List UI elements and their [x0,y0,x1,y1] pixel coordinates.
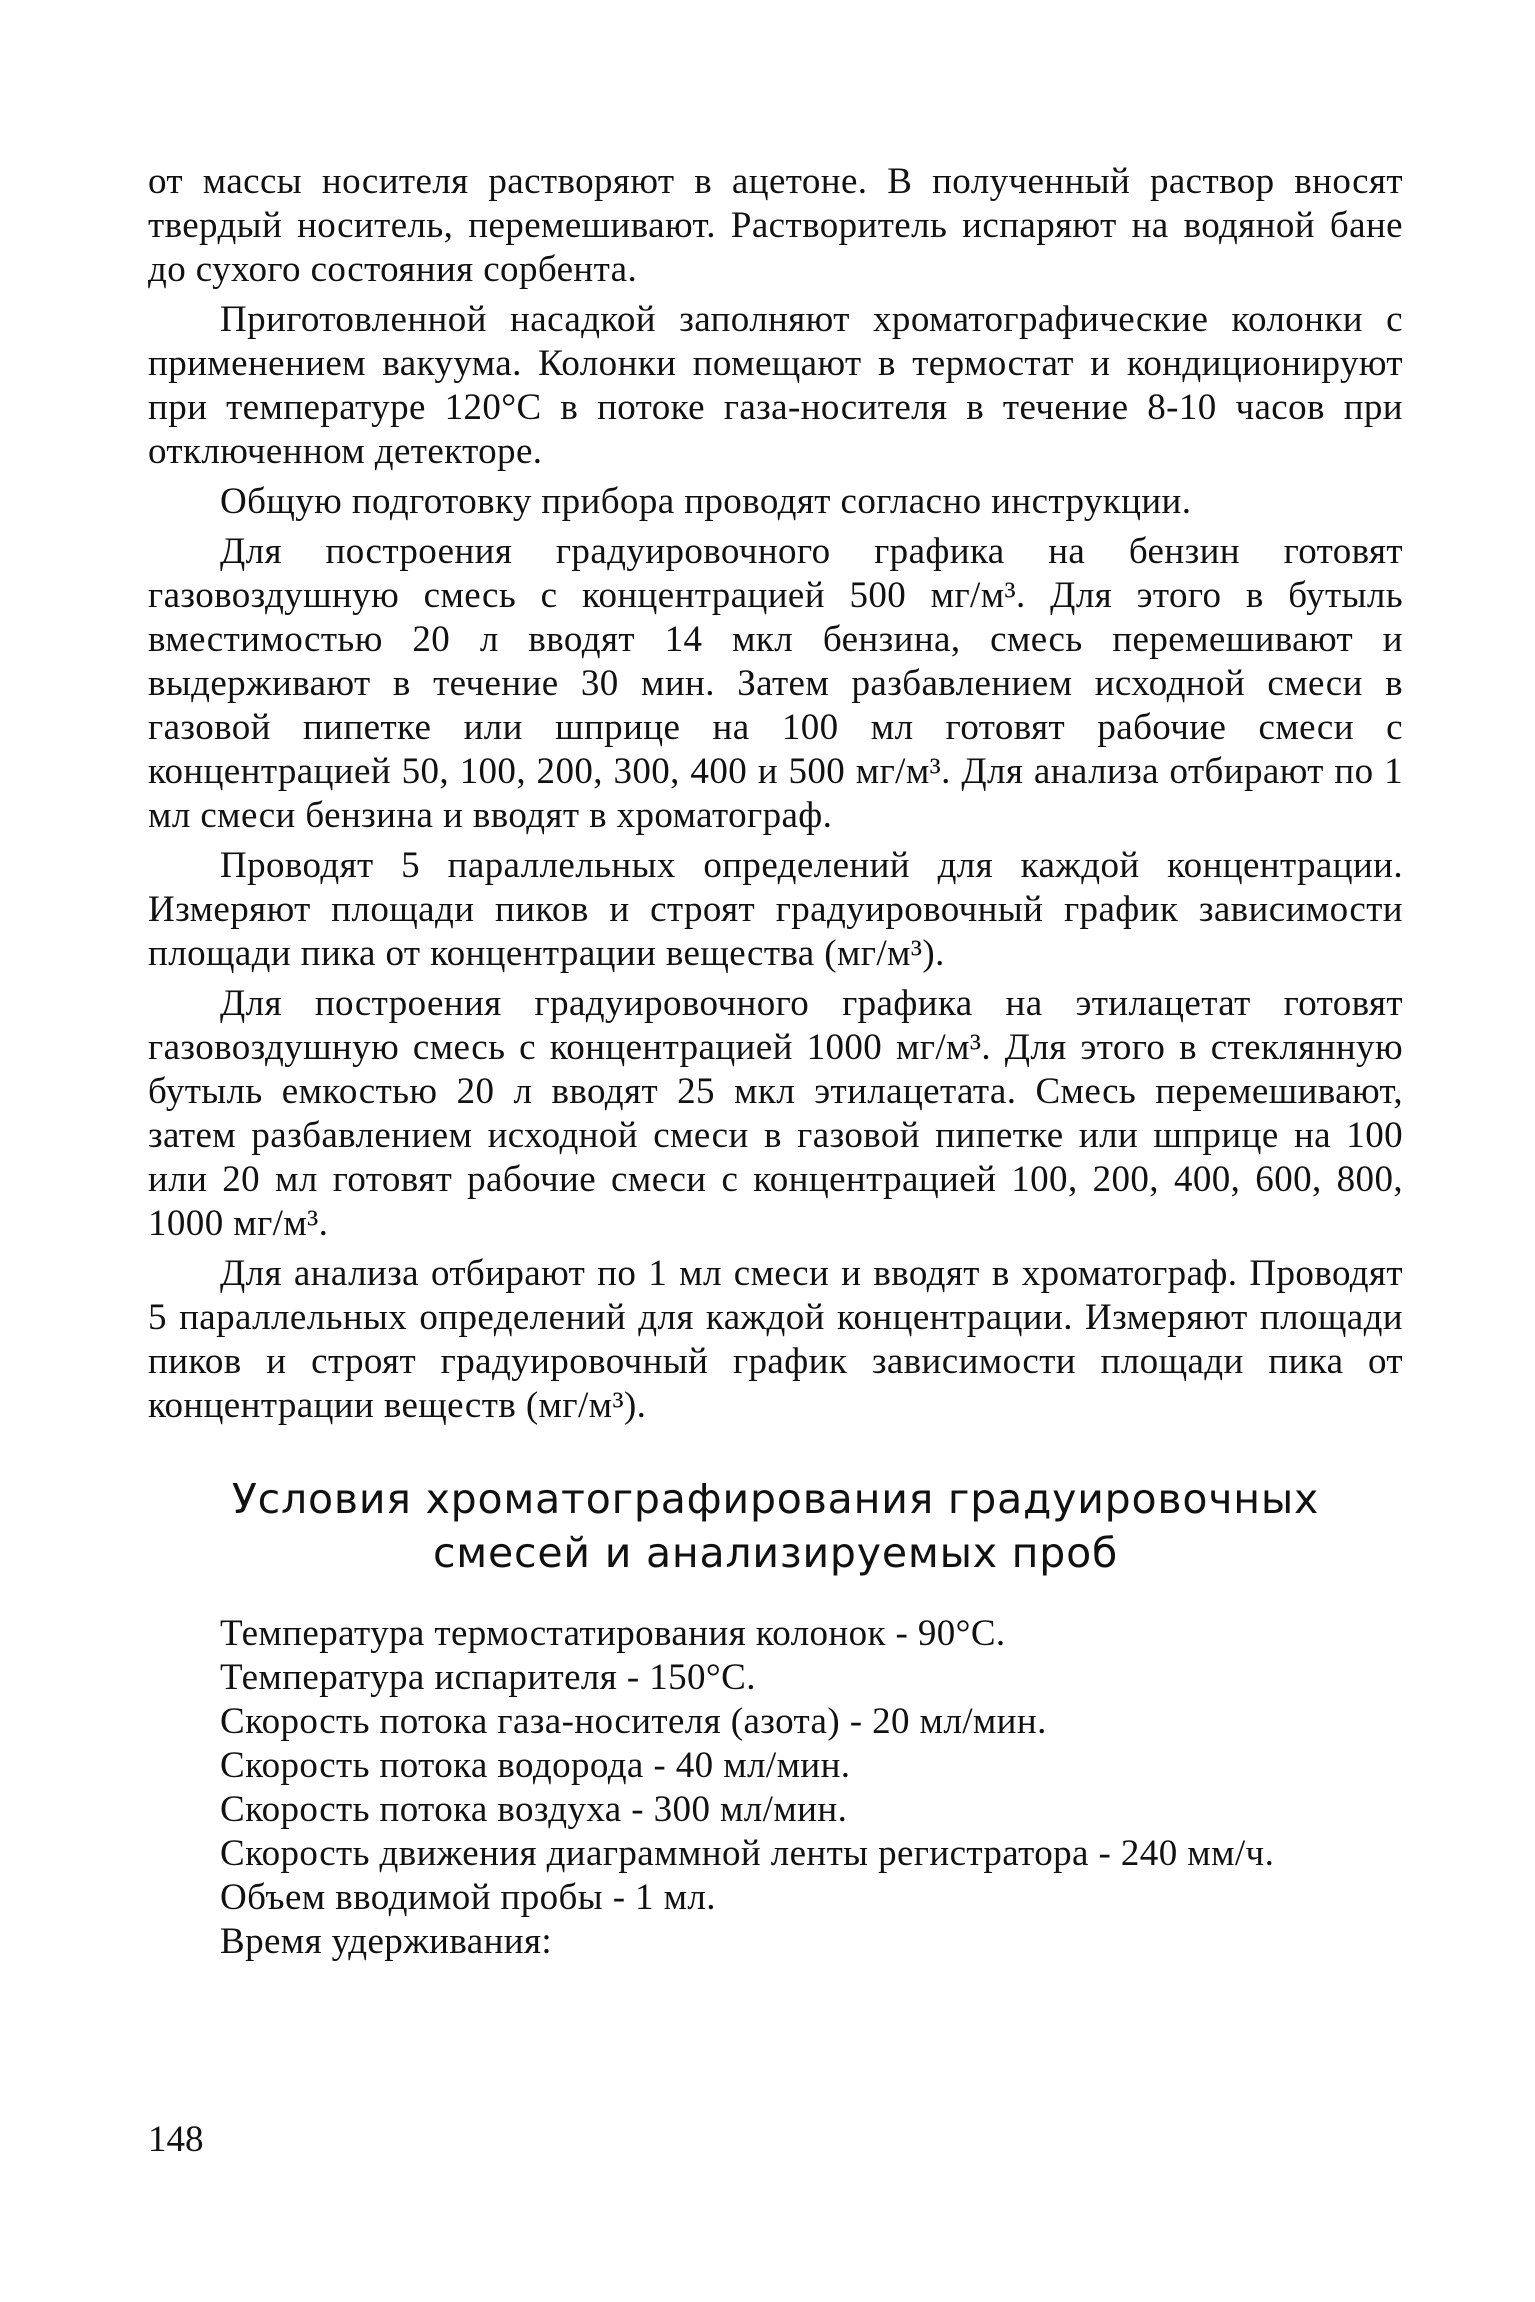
section-heading [148,1472,1403,1580]
section-heading-line-2: смесей и анализируемых проб [432,1529,1119,1577]
condition-air-flow: Скорость потока воздуха - 300 мл/мин. [220,1789,848,1830]
condition-carrier-gas-flow: Скорость потока газа-носителя (азота) - 20 мл/мин. [220,1701,1047,1742]
page-number: 148 [148,2119,204,2160]
condition-chart-speed: Скорость движения диаграммной ленты регистратора - 240 мм/ч. [220,1833,1275,1874]
paragraph-gasoline-calibration: Для построения градуировочного графика на бензин готовят газовоздушную смесь с концентрацией 500 мг/м³. Для этого в бутыль вместимостью 20 л вводят 14 мкл бензина, смесь перемешивают и выдерживают в течение 30 мин. Затем разбавлением исходной смеси в газовой пипетке или шприце на 100 мл готовят рабочие смеси с концентрацией 50, 100, 200, 300, 400 и 500 мг/м³. Для анализа отбирают по 1 мл смеси бензина и вводят в хроматограф. [148,531,1403,836]
condition-sample-volume: Объем вводимой пробы - 1 мл. [220,1877,716,1918]
paragraph-column-filling: Приготовленной насадкой заполняют хроматографические колонки с применением вакуума. Колонки помещают в термостат и кондиционируют при температуре 120°C в потоке газа-носителя в течение 8-10 часов при отключенном детекторе. [148,299,1403,472]
paragraph-gasoline-measurements: Проводят 5 параллельных определений для каждой концентрации. Измеряют площади пиков и строят градуировочный график зависимости площади пика от концентрации вещества (мг/м³). [148,845,1403,974]
page-content [148,160,1403,1964]
condition-hydrogen-flow: Скорость потока водорода - 40 мл/мин. [220,1745,851,1786]
section-heading-line-1: Условия хроматографирования градуировочных [231,1475,1320,1523]
condition-retention-time: Время удерживания: [220,1921,553,1962]
paragraph-instrument-preparation: Общую подготовку прибора проводят согласно инструкции. [220,481,1192,522]
chromatography-conditions-list [148,1612,1403,1964]
condition-evaporator-temperature: Температура испарителя - 150°C. [220,1657,756,1698]
paragraph-sorbent-preparation: от массы носителя растворяют в ацетоне. В полученный раствор вносят твердый носитель, перемешивают. Растворитель испаряют на водяной бане до сухого состояния сорбента. [148,161,1403,290]
paragraph-ethyl-acetate-measurements: Для анализа отбирают по 1 мл смеси и вводят в хроматограф. Проводят 5 параллельных определений для каждой концентрации. Измеряют площади пиков и строят градуировочный график зависимости площади пика от концентрации веществ (мг/м³). [148,1253,1403,1426]
condition-column-temperature: Температура термостатирования колонок - 90°C. [220,1613,1006,1654]
paragraph-ethyl-acetate-calibration: Для построения градуировочного графика на этилацетат готовят газовоздушную смесь с концентрацией 1000 мг/м³. Для этого в стеклянную бутыль емкостью 20 л вводят 25 мкл этилацетата. Смесь перемешивают, затем разбавлением исходной смеси в газовой пипетке или шприце на 100 или 20 мл готовят рабочие смеси с концентрацией 100, 200, 400, 600, 800, 1000 мг/м³. [148,983,1403,1244]
